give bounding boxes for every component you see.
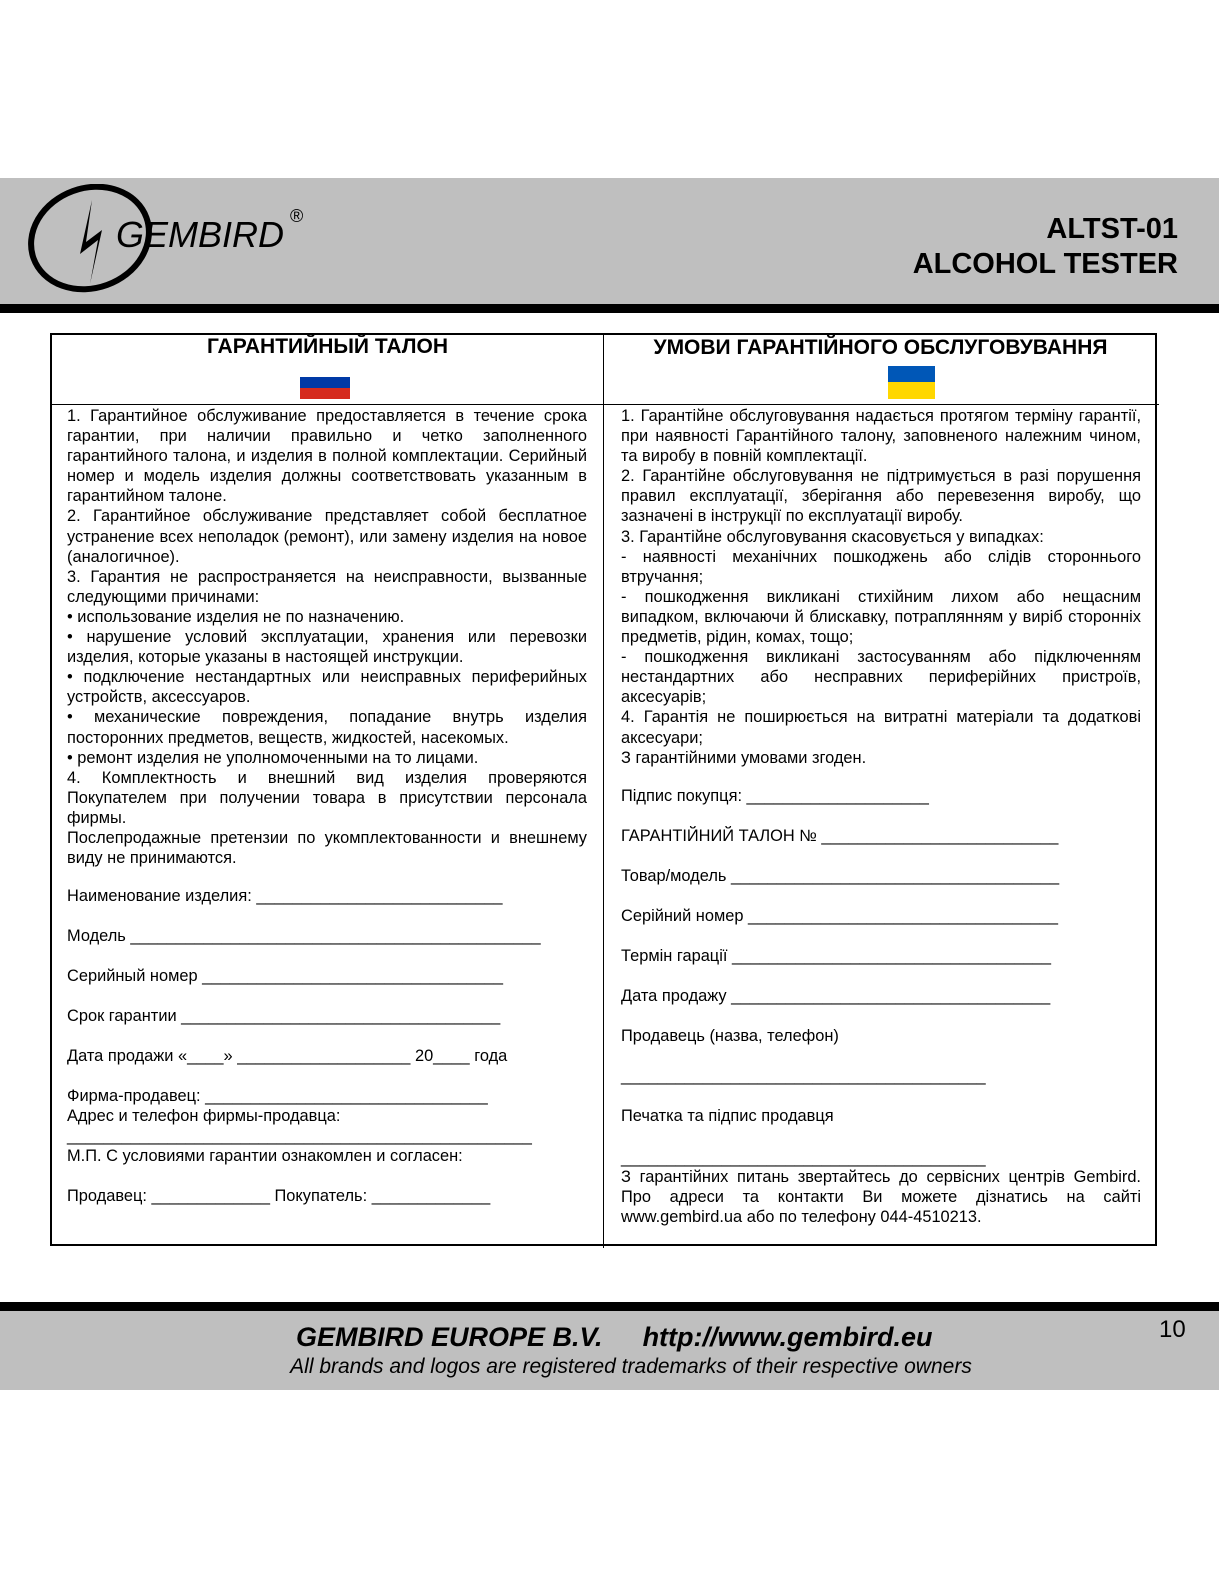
left-title: ГАРАНТИЙНЫЙ ТАЛОН xyxy=(206,335,449,358)
heading-rule xyxy=(50,404,1159,405)
right-paragraph: 2. Гарантійне обслуговування не підтримується в разі порушення правил експлуатації, зберігання або перевезення виробу, що зазначені в інструкції по експлуатації виробу. xyxy=(621,467,1141,526)
left-paragraph: • нарушение условий эксплуатации, хранения или перевозки изделия, которые указаны в настоящей инструкции. xyxy=(67,628,587,667)
left-paragraph: • использование изделия не по назначению. xyxy=(67,607,405,626)
registered-mark: ® xyxy=(290,206,304,226)
right-field-sale-date: Дата продажу ___________________________________ xyxy=(621,987,1051,1005)
brand-name: GEMBIRD xyxy=(116,214,285,255)
left-paragraph: 3. Гарантия не распространяется на неисправности, вызванные следующими причинами: xyxy=(67,567,587,606)
left-field-stamp: М.П. С условиями гарантии ознакомлен и согласен: xyxy=(67,1147,463,1165)
left-field-model: Модель _____________________________________________ xyxy=(67,927,541,945)
right-field-card-no: ГАРАНТІЙНИЙ ТАЛОН № __________________________ xyxy=(621,827,1059,845)
left-field-signatures: Продавец: _____________ Покупатель: _____________ xyxy=(67,1187,491,1205)
header-rule xyxy=(0,304,1219,313)
product-name: ALCOHOL TESTER xyxy=(912,248,1178,280)
right-field-stamp: Печатка та підпис продавця xyxy=(621,1107,834,1125)
footer-rule xyxy=(0,1302,1219,1311)
left-paragraph: 4. Комплектность и внешний вид изделия проверяются Покупателем при получении товара в присутствии персонала фирмы. xyxy=(67,768,587,827)
right-paragraph: - наявності механічних пошкоджень або слідів стороннього втручання; xyxy=(621,547,1141,586)
right-field-warranty: Термін гарації ___________________________________ xyxy=(621,947,1051,965)
column-divider xyxy=(603,333,604,1248)
left-paragraph: • подключение нестандартных или неисправных периферийных устройств, аксессуаров. xyxy=(67,668,587,707)
right-paragraph: - пошкодження викликані застосуванням або підключенням нестандартних або несправних периферійних пристроїв, аксесуарів; xyxy=(621,648,1141,707)
left-paragraph: Послепродажные претензии по укомплектованности и внешнему виду не принимаются. xyxy=(67,828,587,868)
russia-flag-icon xyxy=(300,366,350,399)
right-paragraph: З гарантійними умовами згоден. xyxy=(621,748,867,767)
right-field-seller: Продавець (назва, телефон) xyxy=(621,1027,839,1045)
right-body xyxy=(621,406,1141,768)
footer-url[interactable]: http://www.gembird.eu xyxy=(642,1322,933,1352)
right-field-seller-line: ________________________________________ xyxy=(621,1067,986,1085)
left-field-address-line: ___________________________________________________ xyxy=(67,1127,532,1145)
right-paragraph: 3. Гарантійне обслуговування скасовується у випадках: xyxy=(621,527,1044,546)
right-paragraph: 4. Гарантія не поширюється на витратні матеріали та додаткові аксесуари; xyxy=(621,708,1141,747)
right-field-serial: Серійний номер __________________________________ xyxy=(621,907,1058,925)
page-number: 10 xyxy=(1159,1316,1186,1343)
ukraine-flag-icon xyxy=(888,366,935,399)
footer-company-line xyxy=(296,1322,933,1353)
footer-company: GEMBIRD EUROPE B.V. xyxy=(296,1322,603,1352)
left-paragraph: • механические повреждения, попадание внутрь изделия посторонних предметов, веществ, жидкостей, насекомых. xyxy=(67,708,587,747)
left-field-sale-date: Дата продажи «____» ___________________ 20____ года xyxy=(67,1047,508,1065)
left-body xyxy=(67,406,587,868)
model-block xyxy=(913,212,1178,282)
right-service-note: З гарантійних питань звертайтесь до сервісних центрів Gembird. Про адреси та контакти Ви можете дізнатись на сайті www.gembird.ua або по телефону 044-4510213. xyxy=(621,1168,1141,1227)
right-field-stamp-line: ________________________________________ xyxy=(621,1149,986,1167)
footer-trademark: All brands and logos are registered trademarks of their respective owners xyxy=(290,1355,972,1378)
right-field-buyer-sign: Підпис покупця: ____________________ xyxy=(621,787,929,805)
left-paragraph: 1. Гарантийное обслуживание предоставляется в течение срока гарантии, при наличии правильно и четко заполненного гарантийного талона, и изделия в полной комплектации. Серийный номер и модель изделия должны соответствовать указанным в гарантийном талоне. xyxy=(67,407,587,506)
left-field-seller: Фирма-продавец: _______________________________ xyxy=(67,1087,488,1105)
left-field-serial: Серийный номер _________________________________ xyxy=(67,967,503,985)
right-paragraph: - пошкодження викликані стихійним лихом або нещасним випадком, включаючи й блискавку, потраплянням у виріб сторонніх предметів, рідин, комах, тощо; xyxy=(621,587,1141,647)
left-field-name: Наименование изделия: ___________________________ xyxy=(67,887,503,905)
left-paragraph: • ремонт изделия не уполномоченными на то лицами. xyxy=(67,748,479,767)
right-title: УМОВИ ГАРАНТІЙНОГО ОБСЛУГОВУВАННЯ xyxy=(653,336,1108,359)
model-code: ALTST-01 xyxy=(1046,213,1178,245)
left-field-address: Адрес и телефон фирмы-продавца: xyxy=(67,1107,341,1125)
left-field-warranty: Срок гарантии ___________________________________ xyxy=(67,1007,501,1025)
right-field-product: Товар/модель ____________________________________ xyxy=(621,867,1060,885)
right-paragraph: 1. Гарантійне обслуговування надається протягом терміну гарантії, при наявності Гарантійного талону, заповненого належним чином, та виробу в повній комплектації. xyxy=(621,407,1141,466)
left-paragraph: 2. Гарантийное обслуживание представляет собой бесплатное устранение всех неполадок (ремонт), или замену изделия на новое (аналогичное). xyxy=(67,507,587,566)
